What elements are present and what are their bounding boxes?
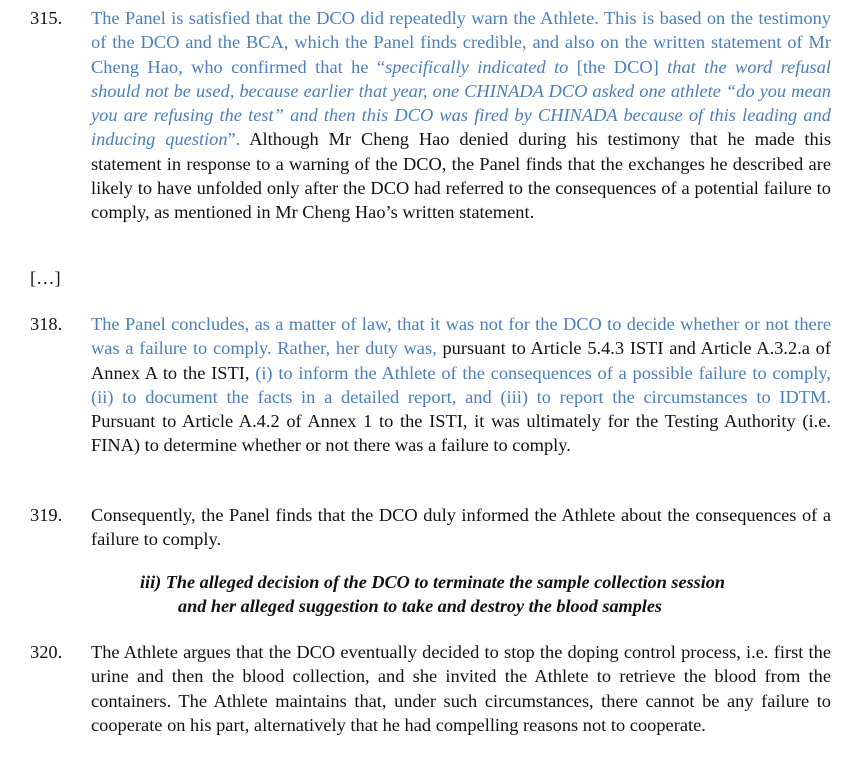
paragraph-number: 315. xyxy=(30,8,63,28)
highlighted-italic-quote: specifically indicated to xyxy=(385,56,569,77)
paragraph-number: 320. xyxy=(30,642,63,662)
paragraph-text: Consequently, the Panel finds that the DCO duly informed the Athlete about the consequences of a failure to comply. xyxy=(91,505,831,550)
highlighted-text: ”. xyxy=(227,129,241,150)
highlighted-text: (i) to inform the Athlete of the consequences of a possible failure to comply, (ii) to document the facts in a detailed report, and (iii) to report the circumstances to IDTM. xyxy=(91,362,831,407)
paragraph-text xyxy=(91,312,831,458)
highlighted-text: [the DCO] xyxy=(568,56,668,77)
heading-line-1: iii) The alleged decision of the DCO to terminate the sample collection session xyxy=(140,572,725,592)
highlighted-text: The Panel is satisfied that the DCO did repeatedly warn the Athlete. This is based on the testimony of the DCO and the BCA, which the Panel finds credible, and also on the written statement of Mr Cheng Hao, who confirmed that he “ xyxy=(91,8,831,77)
omission-marker: […] xyxy=(30,268,61,288)
paragraph-text xyxy=(91,6,831,225)
paragraph-number: 319. xyxy=(30,505,63,525)
paragraph-text: The Athlete argues that the DCO eventually decided to stop the doping control process, i.e. first the urine and then the blood collection, and she invited the Athlete to retrieve the blood from the containers. The Athlete maintains that, under such circumstances, there cannot be any failure to cooperate on his part, alternatively that he had compelling reasons not to cooperate. xyxy=(91,642,831,735)
heading-line-2: and her alleged suggestion to take and destroy the blood samples xyxy=(178,596,663,617)
plain-text: Although Mr Cheng Hao denied during his testimony that he made this statement in response to a warning of the DCO, the Panel finds that the exchanges he described are likely to have unfolded only after the DCO had referred to the consequences of a potential failure to comply, as mentioned in Mr Cheng Hao’s written statement. xyxy=(91,129,831,223)
highlighted-italic-quote: that the word refusal should not be used, because earlier that year, one CHINADA DCO asked one athlete “do you mean you are refusing the test” and then this DCO was fired by CHINADA because of this leading and inducing question xyxy=(91,56,831,150)
plain-text: pursuant to Article 5.4.3 ISTI and Article A.3.2.a of Annex A to the ISTI, xyxy=(91,338,831,383)
highlighted-text: The Panel concludes, as a matter of law, that it was not for the DCO to decide whether or not there was a failure to comply. Rather, her duty was, xyxy=(91,314,831,359)
section-heading xyxy=(140,570,840,619)
paragraph-number: 318. xyxy=(30,314,63,334)
plain-text: Pursuant to Article A.4.2 of Annex 1 to the ISTI, it was ultimately for the Testing Authority (i.e. FINA) to determine whether or not there was a failure to comply. xyxy=(91,411,831,456)
